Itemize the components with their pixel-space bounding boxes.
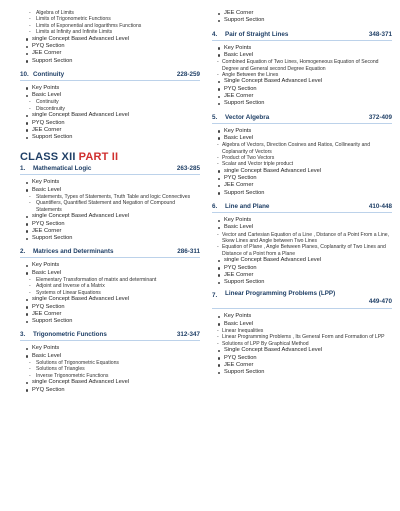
topic-item: single Concept Based Advanced Level: [20, 296, 200, 303]
chapter-number: 5.: [212, 113, 218, 121]
chapter-title: Line and Plane: [225, 203, 270, 210]
chapter-title: Linear Programming Problems (LPP): [225, 290, 336, 298]
topic-item: Key Points: [212, 217, 392, 224]
topic-item: Key Points: [20, 262, 200, 269]
sub-topic: - Algebra of Vectors, Direction Cosines and Ratios, Collinearity and Coplanarity of Vectors: [212, 142, 392, 155]
sub-topic: - Scalar and Vector triple product: [212, 161, 392, 167]
topic-item: Key Points: [212, 128, 392, 135]
chapter-pages: 410-448: [368, 203, 392, 210]
topic-item: single Concept Based Advanced Level: [20, 379, 200, 386]
chapter-number: 6.: [212, 203, 218, 210]
chapter-number: 4.: [212, 30, 218, 38]
topic-item: PYQ Section: [20, 43, 200, 50]
right-chapters: [212, 29, 392, 377]
topic-item: PYQ Section: [212, 175, 392, 182]
topic-item: PYQ Section: [212, 265, 392, 272]
topic-item: Support Section: [20, 235, 200, 242]
sub-topic: - Elementary Transformation of matrix and determinant: [20, 277, 200, 283]
left-column: [20, 10, 200, 394]
left-top-list: [20, 10, 200, 65]
chapter-heading[interactable]: [20, 246, 200, 258]
chapter-topic-list: [212, 45, 392, 108]
topic-item: JEE Corner: [212, 182, 392, 189]
topic-item: Key Points: [20, 179, 200, 186]
chapter-heading[interactable]: [212, 29, 392, 41]
chapter-title: Continuity: [33, 70, 65, 78]
right-top-list: [212, 10, 392, 25]
class-heading: [20, 147, 200, 164]
chapter-title: Vector Algebra: [225, 113, 270, 121]
topic-item: Support Section: [20, 318, 200, 325]
sub-topic: - Algebra of Limits: [20, 10, 200, 16]
sub-topic: - Solutions of LPP By Graphical Method: [212, 341, 392, 347]
sub-topic: - Vector and Cartesian Equation of a Line , Distance of a Point From a Line, Skew Lines and Angle between Two Lines: [212, 232, 392, 245]
chapter-title: Matrices and Determinants: [33, 248, 114, 256]
topic-item: single Concept Based Advanced Level: [20, 36, 200, 43]
chapter-topic-list: [212, 313, 392, 376]
topic-item: Key Points: [20, 345, 200, 352]
topic-item: Key Points: [212, 45, 392, 52]
topic-item: Basic Level: [20, 353, 200, 360]
sub-topic: - Product of Two Vectors: [212, 155, 392, 161]
topic-item: single Concept Based Advanced Level: [212, 168, 392, 175]
chapter-topic-list: [212, 217, 392, 286]
chapter-pages: 286-311: [177, 248, 200, 256]
topic-item: PYQ Section: [212, 86, 392, 93]
topic-item: single Concept Based Advanced Level: [20, 213, 200, 220]
topic-item: JEE Corner: [20, 127, 200, 134]
topic-item: Support Section: [20, 58, 200, 65]
topic-item: PYQ Section: [20, 387, 200, 394]
topic-item: Support Section: [212, 190, 392, 197]
chapter-number: 10.: [20, 70, 29, 78]
chapter-topic-list: [20, 179, 200, 242]
sub-topic: - Limits of Exponential and logarithms Functions: [20, 23, 200, 29]
topic-item: JEE Corner: [212, 272, 392, 279]
topic-item: JEE Corner: [20, 311, 200, 318]
sub-topic: - Inverse Trigonometric Functions: [20, 373, 200, 379]
chapter-topic-list: [212, 128, 392, 197]
class-heading-part1: CLASS XII: [20, 151, 76, 164]
chapter-heading[interactable]: [20, 329, 200, 341]
chapter-heading[interactable]: [212, 201, 392, 213]
chapter-pages: 263-285: [176, 165, 200, 173]
sub-topic: - Solutions of Triangles: [20, 366, 200, 372]
sub-topic: - Solutions of Trigonometric Equations: [20, 360, 200, 366]
chapter-heading[interactable]: [212, 112, 392, 124]
chapter-pages: 228-259: [176, 70, 200, 78]
sub-topic: - Angle Between the Lines: [212, 72, 392, 78]
sub-topic: - Statements, Types of Statements, Truth Table and logic Connectives: [20, 194, 200, 200]
topic-item: Support Section: [20, 134, 200, 141]
left-chapters: [20, 163, 200, 393]
topic-item: Support Section: [212, 17, 392, 24]
topic-item: Basic Level: [212, 224, 392, 231]
sub-topic: - Limits of Trigonometric Functions: [20, 16, 200, 22]
sub-topic: - Discontinuity: [20, 106, 200, 112]
topic-item: PYQ Section: [20, 120, 200, 127]
sub-topic: - Continuity: [20, 99, 200, 105]
sub-topic: - Equation of Plane , Angle Between Planes, Coplanarity of Two Lines and Distance of a Point from a Plane: [212, 244, 392, 257]
right-column: [212, 10, 392, 376]
topic-item: JEE Corner: [20, 50, 200, 57]
chapter-topic-list: [20, 345, 200, 393]
topic-item: Key Points: [20, 85, 200, 92]
topic-item: Basic Level: [212, 52, 392, 59]
sub-topic: - Combined Equation of Two Lines, Homogeneous Equation of Second Degree and General second Degree Equation: [212, 59, 392, 72]
chapter-topic-list: [20, 262, 200, 325]
continuity-list: [20, 85, 200, 142]
topic-item: PYQ Section: [20, 304, 200, 311]
topic-item: Basic Level: [20, 92, 200, 99]
sub-topic: - Limits at Infinity and Infinite Limits: [20, 29, 200, 35]
chapter-heading[interactable]: [212, 290, 392, 309]
chapter-heading-continuity[interactable]: [20, 69, 200, 81]
topic-item: Basic Level: [20, 187, 200, 194]
chapter-pages: 449-470: [368, 298, 392, 306]
sub-topic: - Systems of Linear Equations: [20, 290, 200, 296]
chapter-pages: 348-371: [368, 30, 392, 38]
sub-topic: - Adjoint and Inverse of a Matrix: [20, 283, 200, 289]
topic-item: Support Section: [212, 369, 392, 376]
chapter-number: 7.: [212, 292, 218, 300]
topic-item: single Concept Based Advanced Level: [20, 112, 200, 119]
topic-item: Support Section: [212, 279, 392, 286]
chapter-number: 3.: [20, 331, 26, 339]
sub-topic: - Linear Inequalities: [212, 328, 392, 334]
topic-item: Single Concept Based Advanced Level: [212, 78, 392, 85]
chapter-number: 1.: [20, 165, 26, 173]
chapter-pages: 372-409: [368, 113, 392, 121]
topic-item: single Concept Based Advanced Level: [212, 257, 392, 264]
topic-item: PYQ Section: [212, 355, 392, 362]
topic-item: PYQ Section: [20, 221, 200, 228]
topic-item: JEE Corner: [212, 10, 392, 17]
topic-item: Single Concept Based Advanced Level: [212, 347, 392, 354]
topic-item: Basic Level: [212, 321, 392, 328]
topic-item: Basic Level: [20, 270, 200, 277]
chapter-heading[interactable]: [20, 163, 200, 175]
topic-item: Basic Level: [212, 135, 392, 142]
topic-item: Support Section: [212, 100, 392, 107]
sub-topic: - Linear Programming Problems , Its General Form and Formation of LPP: [212, 334, 392, 340]
sub-topic: - Quantifiers, Quantified Statement and Negation of Compound Statements: [20, 200, 200, 213]
topic-item: JEE Corner: [212, 93, 392, 100]
chapter-number: 2.: [20, 248, 26, 256]
chapter-title: Mathematical Logic: [33, 165, 92, 173]
chapter-title: Pair of Straight Lines: [225, 30, 289, 38]
chapter-title: Trigonometric Functions: [33, 331, 107, 339]
class-heading-part2: PART II: [78, 151, 119, 164]
topic-item: Key Points: [212, 313, 392, 320]
chapter-pages: 312-347: [176, 331, 200, 339]
topic-item: JEE Corner: [212, 362, 392, 369]
topic-item: JEE Corner: [20, 228, 200, 235]
